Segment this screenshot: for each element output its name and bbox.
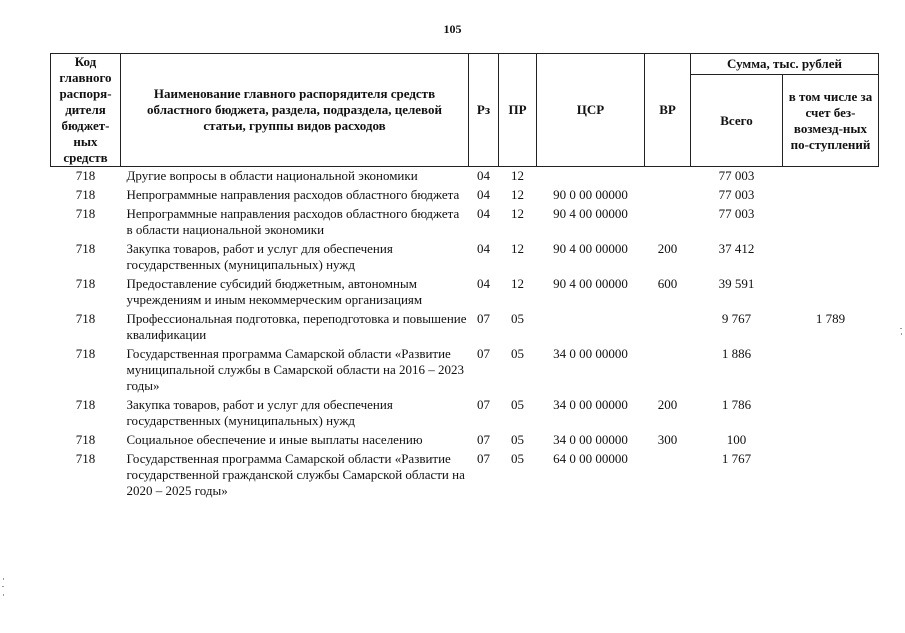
cell-rz: 04 [477,206,490,221]
table-row [51,276,879,311]
cell-name: Государственная программа Самарской области «Развитие государственной гражданской службы Самарской области на 2020 – 2025 годы» [126,451,465,498]
table-row [51,311,879,346]
cell-free [783,432,879,451]
cell-vr: 200 [657,241,678,256]
budget-table [50,53,879,502]
table-row [51,397,879,432]
cell-pr: 12 [511,241,524,256]
cell-total: 1 767 [721,451,752,466]
table-row [51,167,879,188]
header-sum: Сумма, тыс. рублей [691,54,879,75]
cell-csr: 90 0 00 00000 [553,187,628,202]
cell-vr [645,187,691,206]
cell-rz: 04 [477,187,490,202]
cell-vr: 300 [657,432,678,447]
cell-free [783,187,879,206]
cell-pr: 12 [511,168,524,183]
cell-vr [645,311,691,346]
cell-rz: 04 [477,276,490,291]
cell-name: Непрограммные направления расходов областного бюджета [126,187,460,202]
cell-total: 77 003 [718,206,755,221]
table-row [51,432,879,451]
cell-rz: 07 [477,397,490,412]
cell-free [783,167,879,188]
header-code: Код главного распоря-дителя бюджет-ных средств [51,54,121,167]
cell-name: Закупка товаров, работ и услуг для обеспечения государственных (муниципальных) нужд [126,241,393,272]
cell-free [783,346,879,397]
cell-name: Государственная программа Самарской области «Развитие муниципальной службы в Самарской области на 2016 – 2023 годы» [126,346,465,393]
cell-total: 100 [726,432,747,447]
cell-vr [645,346,691,397]
scan-speck [3,578,4,580]
cell-name: Закупка товаров, работ и услуг для обеспечения государственных (муниципальных) нужд [126,397,393,428]
cell-rz: 07 [477,346,490,361]
cell-free: 1 789 [815,311,846,326]
cell-vr [645,451,691,502]
cell-code: 718 [75,276,96,291]
header-name: Наименование главного распорядителя средств областного бюджета, раздела, подраздела, целевой статьи, группы видов расходов [121,54,469,167]
cell-vr: 200 [657,397,678,412]
cell-pr: 12 [511,206,524,221]
cell-free [783,397,879,432]
cell-csr: 34 0 00 00000 [553,397,628,412]
cell-code: 718 [75,346,96,361]
cell-code: 718 [75,206,96,221]
cell-code: 718 [75,241,96,256]
cell-code: 718 [75,451,96,466]
header-rz: Рз [469,54,499,167]
cell-rz: 07 [477,451,490,466]
cell-csr: 34 0 00 00000 [553,432,628,447]
cell-code: 718 [75,432,96,447]
cell-name: Профессиональная подготовка, переподготовка и повышение квалификации [126,311,467,342]
cell-code: 718 [75,311,96,326]
table-row [51,346,879,397]
table-row [51,241,879,276]
cell-vr [645,167,691,188]
cell-total: 39 591 [718,276,755,291]
cell-csr [537,311,645,346]
cell-rz: 07 [477,311,490,326]
cell-pr: 05 [511,432,524,447]
cell-vr: 600 [657,276,678,291]
scan-speck [2,586,4,587]
cell-csr: 64 0 00 00000 [553,451,628,466]
cell-pr: 12 [511,187,524,202]
header-vr: ВР [645,54,691,167]
cell-name: Другие вопросы в области национальной экономики [126,168,418,183]
cell-free [783,451,879,502]
cell-code: 718 [75,187,96,202]
cell-pr: 05 [511,451,524,466]
cell-pr: 05 [511,311,524,326]
scan-speck [901,333,902,335]
cell-free [783,276,879,311]
cell-rz: 07 [477,432,490,447]
cell-total: 1 786 [721,397,752,412]
header-csr: ЦСР [537,54,645,167]
cell-total: 77 003 [718,187,755,202]
cell-total: 37 412 [718,241,755,256]
table-header [51,54,879,167]
cell-csr: 90 4 00 00000 [553,276,628,291]
cell-pr: 05 [511,397,524,412]
cell-total: 1 886 [721,346,752,361]
table-row [51,187,879,206]
cell-name: Предоставление субсидий бюджетным, автономным учреждениям и иным некоммерческим организациям [126,276,423,307]
cell-csr: 34 0 00 00000 [553,346,628,361]
header-pr: ПР [499,54,537,167]
cell-csr: 90 4 00 00000 [553,206,628,221]
cell-pr: 12 [511,276,524,291]
cell-rz: 04 [477,168,490,183]
scan-speck [900,328,902,329]
cell-rz: 04 [477,241,490,256]
cell-name: Социальное обеспечение и иные выплаты населению [126,432,423,447]
scan-speck [3,594,4,596]
table-row [51,206,879,241]
cell-code: 718 [75,168,96,183]
header-total: Всего [691,75,783,167]
cell-csr: 90 4 00 00000 [553,241,628,256]
table-row [51,451,879,502]
cell-free [783,241,879,276]
cell-code: 718 [75,397,96,412]
cell-free [783,206,879,241]
cell-total: 77 003 [718,168,755,183]
cell-total: 9 767 [721,311,752,326]
table-body [51,167,879,503]
cell-csr [537,167,645,188]
header-free: в том числе за счет без-возмезд-ных по-ступлений [783,75,879,167]
cell-name: Непрограммные направления расходов областного бюджета в области национальной экономики [126,206,460,237]
cell-pr: 05 [511,346,524,361]
cell-vr [645,206,691,241]
page-number: 105 [443,22,462,36]
